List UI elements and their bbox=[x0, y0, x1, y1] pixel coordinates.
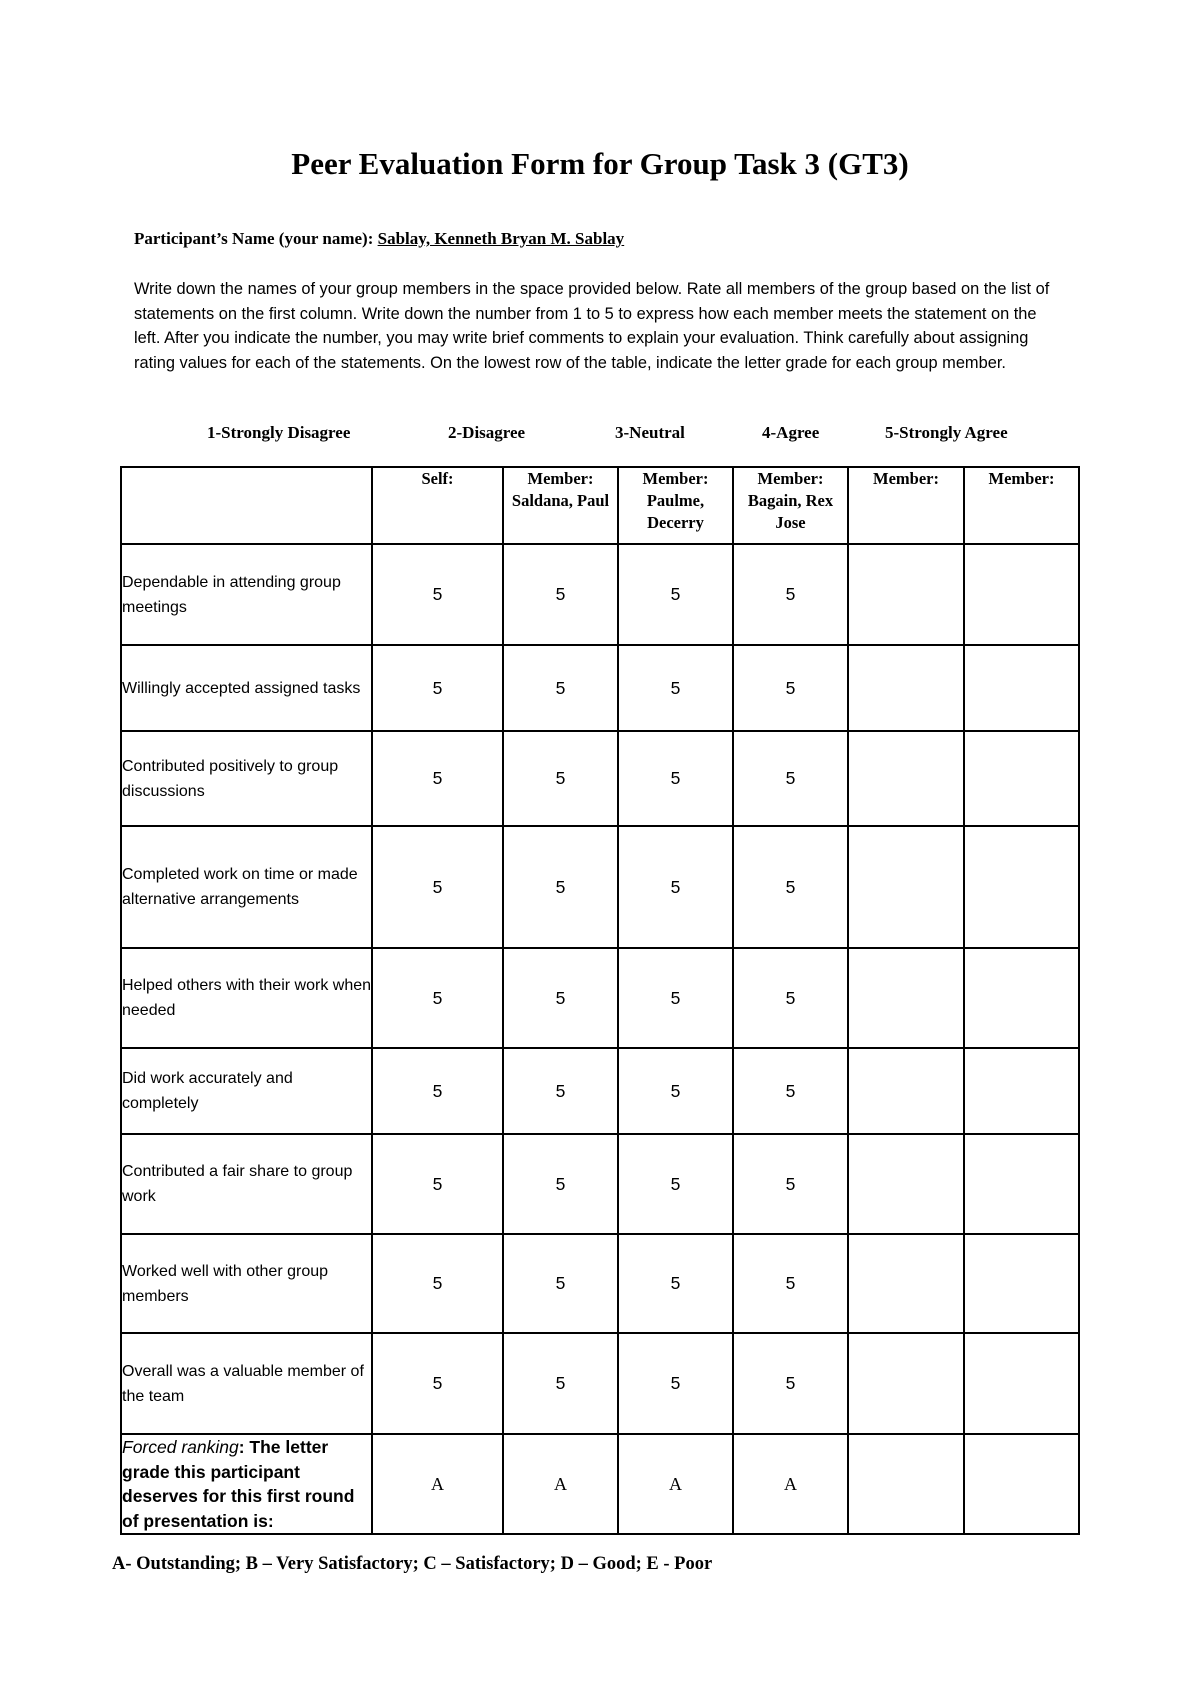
score-cell[interactable] bbox=[964, 826, 1079, 948]
header-member-3 bbox=[733, 467, 848, 544]
score-cell[interactable] bbox=[964, 731, 1079, 826]
instructions-paragraph: Write down the names of your group members in the space provided below. Rate all members of the group based on the list of statements on the first column. Write down the number from 1 to 5 to express how each member meets the statement on the left. After you indicate the number, you may write brief comments to explain your evaluation. Think carefully about assigning rating values for each of the statements. On the lowest row of the table, indicate the letter grade for each group member. bbox=[134, 280, 1050, 372]
score-cell[interactable]: 5 bbox=[372, 1234, 503, 1333]
header-member-1 bbox=[503, 467, 618, 544]
statement-cell: Contributed positively to group discussions bbox=[121, 731, 372, 826]
grade-label-cell bbox=[121, 1434, 372, 1534]
score-cell[interactable]: 5 bbox=[618, 1234, 733, 1333]
score-cell[interactable]: 5 bbox=[503, 544, 618, 645]
statement-cell: Overall was a valuable member of the team bbox=[121, 1333, 372, 1434]
grade-legend: A- Outstanding; B – Very Satisfactory; C – Satisfactory; D – Good; E - Poor bbox=[112, 1554, 713, 1574]
score-cell[interactable]: 5 bbox=[503, 645, 618, 731]
forced-ranking-label: Forced ranking bbox=[122, 1437, 239, 1457]
score-cell[interactable] bbox=[848, 1048, 964, 1134]
table-row bbox=[121, 1234, 1079, 1333]
scale-agree: 4-Agree bbox=[762, 423, 820, 442]
score-cell[interactable] bbox=[964, 544, 1079, 645]
score-cell[interactable] bbox=[964, 1333, 1079, 1434]
grade-cell[interactable] bbox=[848, 1434, 964, 1534]
statement-cell: Dependable in attending group meetings bbox=[121, 544, 372, 645]
statement-cell: Did work accurately and completely bbox=[121, 1048, 372, 1134]
statement-cell: Contributed a fair share to group work bbox=[121, 1134, 372, 1234]
grade-cell[interactable]: A bbox=[618, 1434, 733, 1534]
score-cell[interactable] bbox=[964, 1134, 1079, 1234]
score-cell[interactable]: 5 bbox=[372, 731, 503, 826]
score-cell[interactable]: 5 bbox=[372, 826, 503, 948]
score-cell[interactable]: 5 bbox=[618, 1134, 733, 1234]
score-cell[interactable]: 5 bbox=[733, 1234, 848, 1333]
header-label: Member: bbox=[988, 469, 1055, 488]
table-row bbox=[121, 826, 1079, 948]
table-row bbox=[121, 1333, 1079, 1434]
score-cell[interactable] bbox=[848, 948, 964, 1048]
score-cell[interactable]: 5 bbox=[503, 1234, 618, 1333]
page-title: Peer Evaluation Form for Group Task 3 (GT3) bbox=[291, 146, 909, 181]
score-cell[interactable]: 5 bbox=[733, 544, 848, 645]
grade-cell[interactable]: A bbox=[503, 1434, 618, 1534]
score-cell[interactable]: 5 bbox=[618, 645, 733, 731]
score-cell[interactable] bbox=[848, 544, 964, 645]
header-label: Member: bbox=[527, 469, 594, 488]
scale-strongly-agree: 5-Strongly Agree bbox=[885, 423, 1008, 442]
table-row bbox=[121, 645, 1079, 731]
statement-cell: Helped others with their work when needed bbox=[121, 948, 372, 1048]
table-row bbox=[121, 731, 1079, 826]
scale-strongly-disagree: 1-Strongly Disagree bbox=[207, 423, 351, 442]
scale-disagree: 2-Disagree bbox=[448, 423, 526, 442]
participant-line bbox=[134, 229, 624, 249]
table-header-row bbox=[121, 467, 1079, 544]
score-cell[interactable] bbox=[964, 1048, 1079, 1134]
score-cell[interactable]: 5 bbox=[503, 826, 618, 948]
statement-cell: Completed work on time or made alternative arrangements bbox=[121, 826, 372, 948]
score-cell[interactable]: 5 bbox=[733, 1048, 848, 1134]
member-name: Saldana, Paul bbox=[511, 491, 610, 510]
header-label: Member: bbox=[642, 469, 709, 488]
score-cell[interactable]: 5 bbox=[503, 731, 618, 826]
grade-cell[interactable]: A bbox=[733, 1434, 848, 1534]
participant-name: Sablay, Kenneth Bryan M. Sablay bbox=[377, 229, 625, 248]
score-cell[interactable]: 5 bbox=[503, 948, 618, 1048]
header-member-5 bbox=[964, 467, 1079, 544]
score-cell[interactable] bbox=[848, 1333, 964, 1434]
score-cell[interactable]: 5 bbox=[372, 948, 503, 1048]
score-cell[interactable]: 5 bbox=[733, 948, 848, 1048]
header-self bbox=[372, 467, 503, 544]
table-row bbox=[121, 1134, 1079, 1234]
statement-cell: Worked well with other group members bbox=[121, 1234, 372, 1333]
score-cell[interactable] bbox=[848, 645, 964, 731]
score-cell[interactable]: 5 bbox=[618, 826, 733, 948]
header-member-4 bbox=[848, 467, 964, 544]
evaluation-table bbox=[120, 466, 1080, 1535]
score-cell[interactable]: 5 bbox=[733, 1134, 848, 1234]
score-cell[interactable]: 5 bbox=[618, 544, 733, 645]
score-cell[interactable]: 5 bbox=[733, 645, 848, 731]
score-cell[interactable] bbox=[848, 1134, 964, 1234]
score-cell[interactable]: 5 bbox=[372, 1134, 503, 1234]
score-cell[interactable] bbox=[848, 1234, 964, 1333]
header-label: Member: bbox=[757, 469, 824, 488]
score-cell[interactable]: 5 bbox=[618, 1333, 733, 1434]
score-cell[interactable] bbox=[848, 826, 964, 948]
score-cell[interactable]: 5 bbox=[503, 1134, 618, 1234]
statement-cell: Willingly accepted assigned tasks bbox=[121, 645, 372, 731]
score-cell[interactable]: 5 bbox=[372, 544, 503, 645]
score-cell[interactable]: 5 bbox=[618, 948, 733, 1048]
header-label: Self: bbox=[421, 469, 454, 488]
score-cell[interactable]: 5 bbox=[733, 1333, 848, 1434]
score-cell[interactable]: 5 bbox=[618, 1048, 733, 1134]
score-cell[interactable]: 5 bbox=[503, 1333, 618, 1434]
table-row bbox=[121, 948, 1079, 1048]
score-cell[interactable]: 5 bbox=[503, 1048, 618, 1134]
header-member-2 bbox=[618, 467, 733, 544]
score-cell[interactable] bbox=[848, 731, 964, 826]
score-cell[interactable]: 5 bbox=[733, 731, 848, 826]
score-cell[interactable] bbox=[964, 948, 1079, 1048]
grade-row bbox=[121, 1434, 1079, 1534]
member-name: Paulme, Decerry bbox=[646, 491, 705, 532]
score-cell[interactable]: 5 bbox=[618, 731, 733, 826]
score-cell[interactable]: 5 bbox=[372, 645, 503, 731]
scale-neutral: 3-Neutral bbox=[615, 423, 685, 442]
grade-cell[interactable] bbox=[964, 1434, 1079, 1534]
score-cell[interactable]: 5 bbox=[372, 1333, 503, 1434]
grade-cell[interactable]: A bbox=[372, 1434, 503, 1534]
score-cell[interactable] bbox=[964, 645, 1079, 731]
score-cell[interactable] bbox=[964, 1234, 1079, 1333]
statement-header-cell bbox=[121, 467, 372, 544]
grade-description: : The letter grade this participant deserves for this first round of presentation is: bbox=[122, 1437, 355, 1531]
score-cell[interactable]: 5 bbox=[372, 1048, 503, 1134]
member-name: Bagain, Rex Jose bbox=[747, 491, 834, 532]
header-label: Member: bbox=[873, 469, 939, 488]
participant-label: Participant’s Name (your name): bbox=[134, 229, 374, 248]
table-row bbox=[121, 544, 1079, 645]
score-cell[interactable]: 5 bbox=[733, 826, 848, 948]
table-row bbox=[121, 1048, 1079, 1134]
